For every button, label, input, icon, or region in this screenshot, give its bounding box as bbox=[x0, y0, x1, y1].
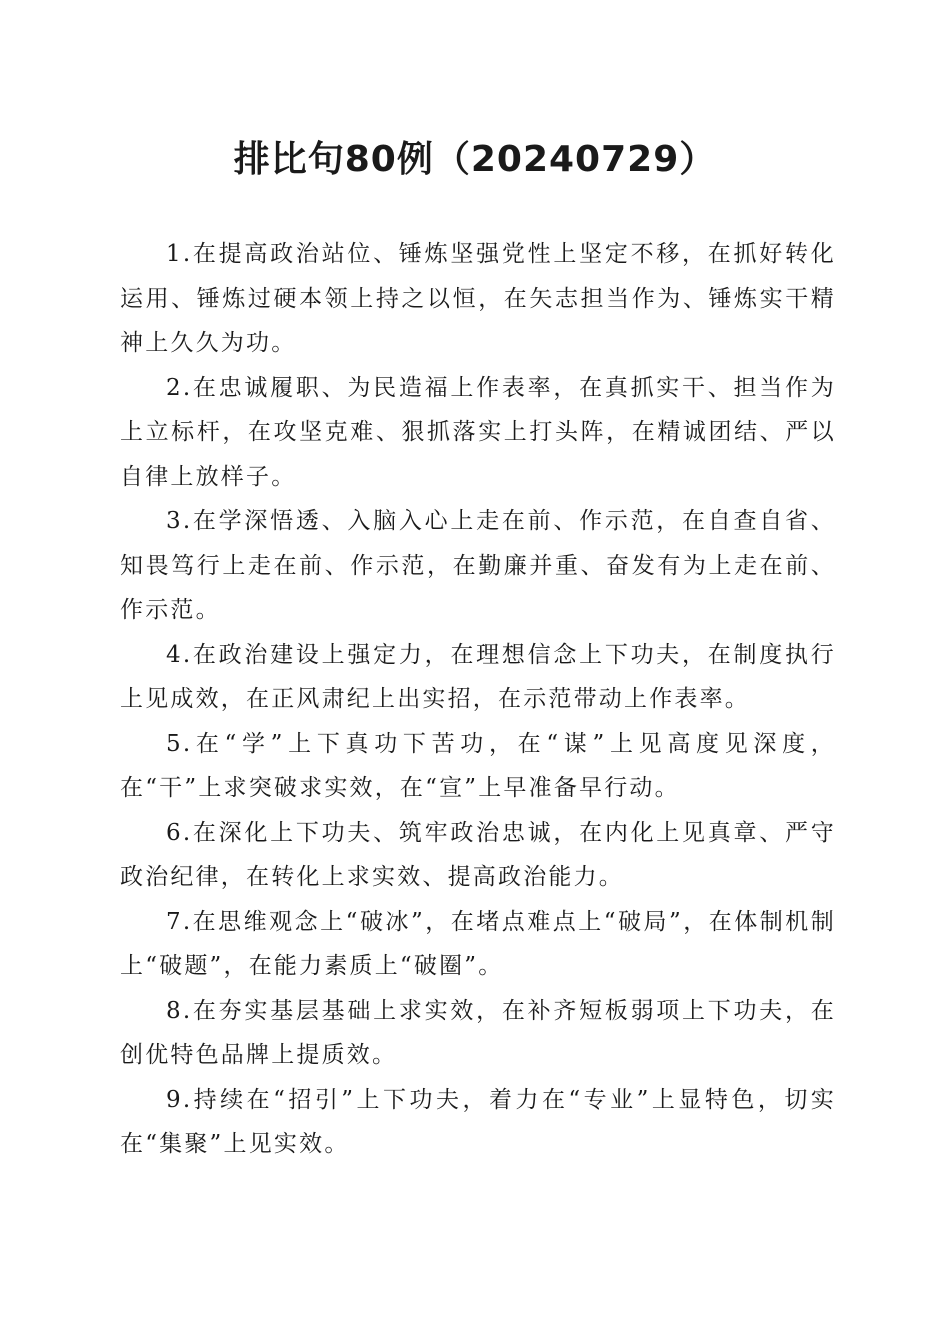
paragraph-2: 2.在忠诚履职、为民造福上作表率，在真抓实干、担当作为上立标杆，在攻坚克难、狠抓落实上打头阵，在精诚团结、严以自律上放样子。 bbox=[120, 374, 836, 490]
document-title: 排比句80例（20240729） bbox=[233, 139, 717, 180]
paragraph-1: 1.在提高政治站位、锤炼坚强党性上坚定不移，在抓好转化运用、锤炼过硬本领上持之以恒，在矢志担当作为、锤炼实干精神上久久为功。 bbox=[120, 241, 836, 356]
paragraph-5: 5.在“学”上下真功下苦功，在“谋”上见高度见深度，在“干”上求突破求实效，在“宣”上早准备早行动。 bbox=[120, 730, 836, 801]
paragraph-8: 8.在夯实基层基础上求实效，在补齐短板弱项上下功夫，在创优特色品牌上提质效。 bbox=[120, 997, 836, 1068]
paragraph-6: 6.在深化上下功夫、筑牢政治忠诚，在内化上见真章、严守政治纪律，在转化上求实效、提高政治能力。 bbox=[120, 819, 836, 890]
document-body bbox=[120, 232, 836, 1167]
paragraph-3: 3.在学深悟透、入脑入心上走在前、作示范，在自查自省、知畏笃行上走在前、作示范，在勤廉并重、奋发有为上走在前、作示范。 bbox=[120, 508, 836, 623]
paragraph-4: 4.在政治建设上强定力，在理想信念上下功夫，在制度执行上见成效，在正风肃纪上出实招，在示范带动上作表率。 bbox=[120, 641, 836, 712]
paragraph-9: 9.持续在“招引”上下功夫，着力在“专业”上显特色，切实在“集聚”上见实效。 bbox=[120, 1086, 836, 1157]
paragraph-7: 7.在思维观念上“破冰”，在堵点难点上“破局”，在体制机制上“破题”，在能力素质上“破圈”。 bbox=[120, 908, 836, 979]
